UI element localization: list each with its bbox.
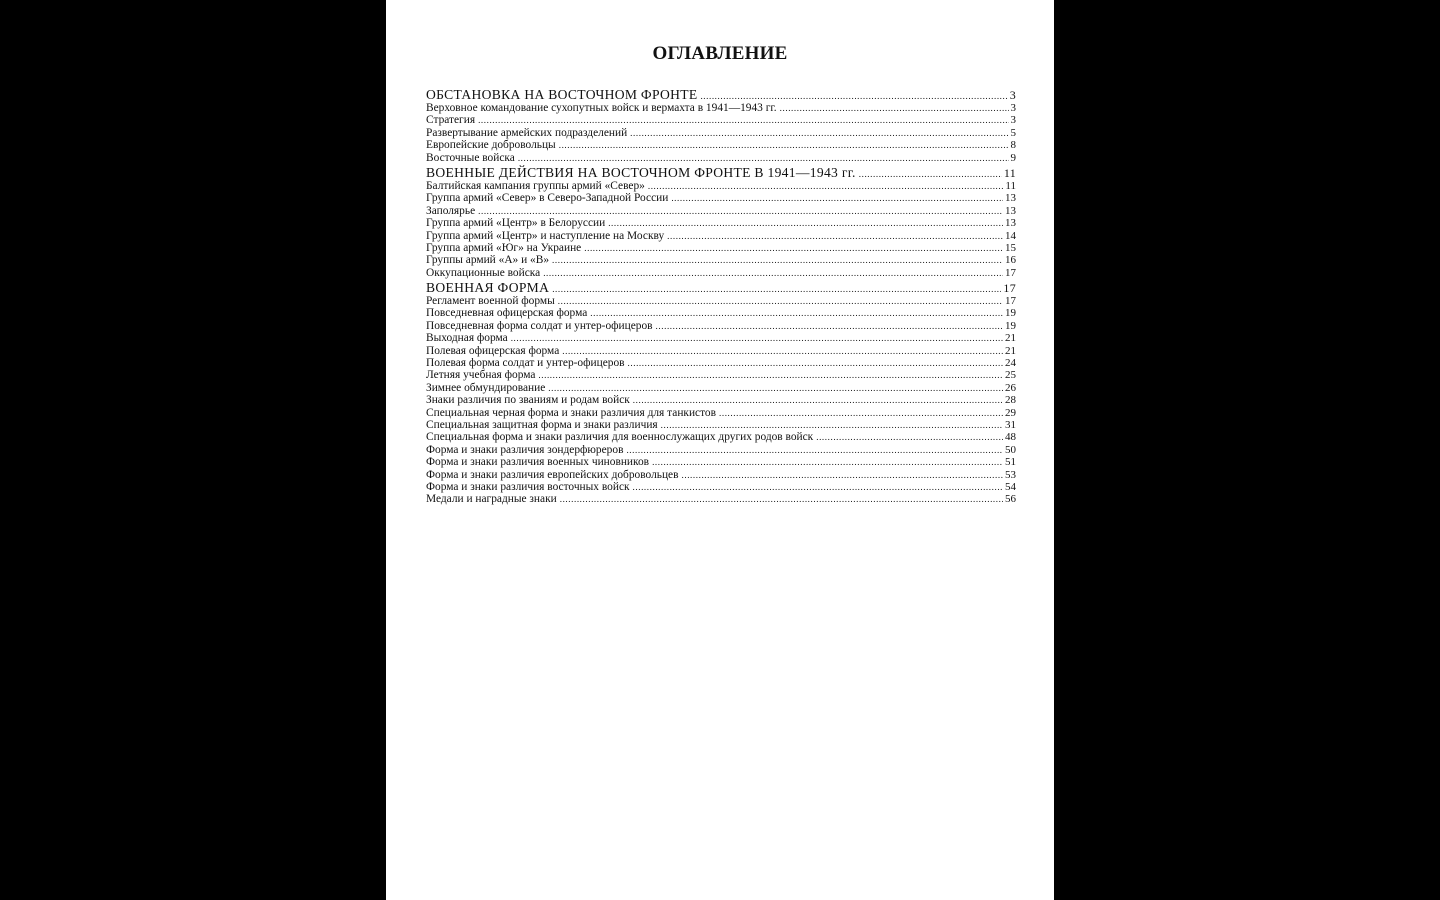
toc-entry[interactable] — [426, 295, 1016, 307]
toc-entry[interactable] — [426, 254, 1016, 266]
toc-entry-label: Балтийская кампания группы армий «Север» — [426, 179, 645, 192]
toc-entry[interactable] — [426, 382, 1016, 394]
toc-dot-leader — [628, 357, 1003, 369]
toc-page-number: 3 — [1010, 114, 1016, 127]
toc-page-number: 50 — [1005, 443, 1016, 456]
toc-entry[interactable] — [426, 369, 1016, 381]
toc-dot-leader — [816, 431, 1003, 443]
toc-entry-label: Повседневная форма солдат и унтер-офицеров — [426, 319, 653, 332]
page-title: ОГЛАВЛЕНИЕ — [652, 43, 788, 64]
toc-section — [426, 165, 1016, 279]
toc-entry-label: Оккупационные войска — [426, 266, 541, 279]
toc-page-number: 13 — [1005, 192, 1016, 205]
toc-entry[interactable] — [426, 205, 1016, 217]
toc-page-number: 19 — [1005, 319, 1016, 332]
toc-entry[interactable] — [426, 357, 1016, 369]
toc-page-number: 31 — [1005, 418, 1016, 431]
toc-dot-leader — [558, 295, 1003, 307]
toc-entry[interactable] — [426, 192, 1016, 204]
toc-entry-label: Группа армий «Центр» и наступление на Москву — [426, 229, 665, 242]
toc-entry-label: Группа армий «Центр» в Белоруссии — [426, 217, 606, 230]
toc-page-number: 3 — [1010, 102, 1016, 114]
toc-dot-leader — [478, 205, 1003, 217]
toc-page-number: 17 — [1003, 281, 1016, 296]
toc-page-number: 13 — [1005, 217, 1016, 230]
toc-dot-leader — [511, 332, 1003, 344]
toc-entry[interactable] — [426, 456, 1016, 468]
toc-page-number: 3 — [1009, 88, 1016, 102]
toc-entry-label: Летняя учебная форма — [426, 369, 536, 382]
toc-entry-label: Европейские добровольцы — [426, 139, 556, 152]
document-page — [386, 0, 1054, 900]
toc-page-number: 11 — [1003, 165, 1016, 180]
toc-entry[interactable] — [426, 332, 1016, 344]
toc-entry-label: Специальная защитная форма и знаки различия — [426, 418, 658, 431]
toc-entry[interactable] — [426, 394, 1016, 406]
toc-entry-label: Выходная форма — [426, 332, 508, 345]
toc-page-number: 51 — [1005, 456, 1016, 469]
toc-entry-label: Специальная форма и знаки различия для военнослужащих других родов войск — [426, 431, 814, 444]
toc-dot-leader — [478, 114, 1008, 126]
toc-page-number: 21 — [1005, 332, 1016, 345]
toc-dot-leader — [780, 102, 1009, 114]
toc-page-number: 17 — [1005, 295, 1016, 308]
toc-section-heading[interactable] — [426, 280, 1016, 295]
toc-page-number: 11 — [1005, 179, 1016, 192]
toc-entry-label: Полевая офицерская форма — [426, 344, 560, 357]
toc-entry[interactable] — [426, 180, 1016, 192]
toc-page-number: 29 — [1005, 406, 1016, 419]
toc-page-number: 56 — [1005, 493, 1016, 506]
toc-dot-leader — [633, 394, 1003, 406]
toc-heading-label: ВОЕННАЯ ФОРМА — [426, 280, 550, 296]
toc-dot-leader — [552, 254, 1003, 266]
toc-heading-label: ОБСТАНОВКА НА ВОСТОЧНОМ ФРОНТЕ — [426, 87, 698, 102]
toc-dot-leader — [608, 217, 1003, 229]
toc-entry[interactable] — [426, 230, 1016, 242]
toc-page-number: 13 — [1005, 204, 1016, 217]
toc-entry-label: Зимнее обмундирование — [426, 381, 546, 394]
toc-entry-label: Группа армий «Север» в Северо-Западной России — [426, 192, 669, 205]
toc-entry-label: Стратегия — [426, 114, 476, 127]
toc-entry[interactable] — [426, 139, 1016, 151]
toc-entry[interactable] — [426, 431, 1016, 443]
toc-entry-label: Заполярье — [426, 204, 476, 217]
toc-section-heading[interactable] — [426, 87, 1016, 102]
toc-dot-leader — [652, 456, 1003, 468]
toc-entry[interactable] — [426, 152, 1016, 164]
toc-page-number: 8 — [1010, 139, 1016, 152]
toc-entry-label: Восточные войска — [426, 151, 515, 164]
toc-page-number: 17 — [1005, 266, 1016, 279]
toc-entry-label: Форма и знаки различия европейских добровольцев — [426, 468, 679, 481]
toc-entry-label: Группы армий «А» и «В» — [426, 254, 550, 267]
toc-entry-label: Форма и знаки различия военных чиновников — [426, 456, 650, 469]
toc-page-number: 54 — [1005, 480, 1016, 493]
toc-dot-leader — [543, 267, 1003, 279]
toc-dot-leader — [667, 230, 1003, 242]
toc-entry-label: Группа армий «Юг» на Украине — [426, 241, 582, 254]
toc-page-number: 25 — [1005, 369, 1016, 382]
toc-entry-label: Специальная черная форма и знаки различия для танкистов — [426, 406, 716, 419]
toc-dot-leader — [584, 242, 1003, 254]
toc-page-number: 26 — [1005, 381, 1016, 394]
toc-entry-label: Знаки различия по званиям и родам войск — [426, 394, 630, 407]
toc-entry[interactable] — [426, 242, 1016, 254]
toc-entry[interactable] — [426, 345, 1016, 357]
toc-entry[interactable] — [426, 102, 1016, 114]
toc-entry-label: Регламент военной формы — [426, 295, 555, 308]
toc-page-number: 53 — [1005, 468, 1016, 481]
toc-page-number: 15 — [1005, 241, 1016, 254]
toc-entry[interactable] — [426, 493, 1016, 505]
toc-page-number: 28 — [1005, 394, 1016, 407]
toc-entry-label: Повседневная офицерская форма — [426, 307, 588, 320]
toc-section-heading[interactable] — [426, 165, 1016, 180]
toc-entry-label: Форма и знаки различия восточных войск — [426, 480, 630, 493]
toc-page-number: 48 — [1005, 431, 1016, 444]
toc-dot-leader — [648, 180, 1004, 192]
toc-entry[interactable] — [426, 407, 1016, 419]
toc-section — [426, 280, 1016, 506]
toc-dot-leader — [656, 320, 1003, 332]
toc-page-number: 16 — [1005, 254, 1016, 267]
toc-dot-leader — [560, 493, 1003, 505]
toc-section — [426, 87, 1016, 164]
toc-entry[interactable] — [426, 307, 1016, 319]
toc-page-number: 24 — [1005, 357, 1016, 370]
toc-dot-leader — [518, 152, 1009, 164]
toc-dot-leader — [559, 139, 1009, 151]
toc-dot-leader — [633, 481, 1003, 493]
toc-dot-leader — [562, 345, 1003, 357]
toc-dot-leader — [538, 369, 1003, 381]
toc-dot-leader — [719, 407, 1003, 419]
toc-entry[interactable] — [426, 127, 1016, 139]
toc-entry-label: Развертывание армейских подразделений — [426, 126, 628, 139]
toc-dot-leader — [630, 127, 1008, 139]
toc-dot-leader — [661, 419, 1003, 431]
toc-entry[interactable] — [426, 469, 1016, 481]
toc-page-number: 19 — [1005, 307, 1016, 320]
toc-entry[interactable] — [426, 419, 1016, 431]
toc-page-number: 14 — [1005, 229, 1016, 242]
toc-dot-leader — [548, 382, 1003, 394]
toc-dot-leader — [682, 469, 1004, 481]
toc-page-number: 9 — [1010, 151, 1016, 164]
toc-dot-leader — [671, 192, 1003, 204]
toc-entry[interactable] — [426, 217, 1016, 229]
toc-page-number: 5 — [1010, 126, 1016, 139]
toc-page-number: 21 — [1005, 344, 1016, 357]
toc-entry[interactable] — [426, 267, 1016, 279]
toc-entry-label: Форма и знаки различия зондерфюреров — [426, 443, 624, 456]
toc-entry-label: Верховное командование сухопутных войск и вермахта в 1941—1943 гг. — [426, 102, 777, 114]
toc-entry[interactable] — [426, 481, 1016, 493]
toc-dot-leader — [626, 444, 1003, 456]
table-of-contents — [426, 86, 1016, 506]
toc-entry[interactable] — [426, 320, 1016, 332]
toc-entry[interactable] — [426, 114, 1016, 126]
toc-entry-label: Полевая форма солдат и унтер-офицеров — [426, 357, 625, 370]
toc-entry[interactable] — [426, 444, 1016, 456]
toc-entry-label: Медали и наградные знаки — [426, 493, 557, 506]
toc-dot-leader — [590, 307, 1003, 319]
toc-heading-label: ВОЕННЫЕ ДЕЙСТВИЯ НА ВОСТОЧНОМ ФРОНТЕ В 1941—1943 гг. — [426, 164, 856, 180]
